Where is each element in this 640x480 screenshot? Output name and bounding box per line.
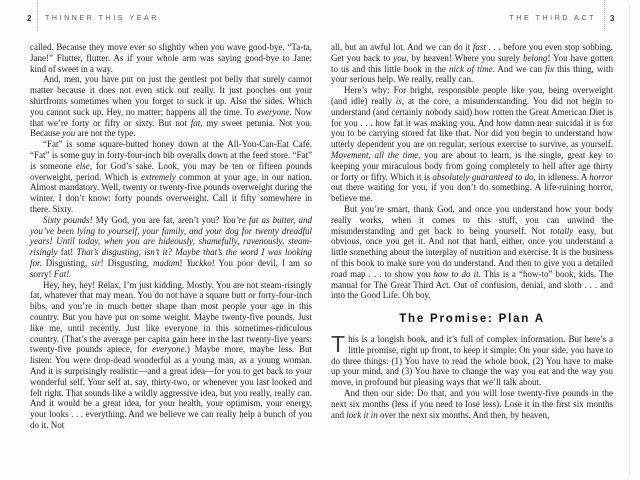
folio-dotted-rule-left [37,0,38,31]
left-page-text-column [30,42,312,431]
left-page-number: 2 [27,14,32,23]
right-page-text-top [331,42,613,301]
section-heading: The Promise: Plan A [399,313,545,326]
paragraph: And then our side: Do that, and you will lose twenty-five pounds in the next six months (less if you need to lose less). Lose it in the first six months and lock it in over the next six months. And then, by heaven, [331,387,613,420]
right-page-number: 3 [610,14,615,23]
drop-cap: T [331,330,346,357]
paragraph: “Fat” is some square-butted honey down at the All-You-Can-Eat Café. “Fat” is some guy in forty-four-inch bib overalls down at the feed store. “Fat” is someone else, for God’s sake. Look, you may be ten or fifteen pounds overweight, period. Which is extremely common at your age, in our nation. Almost mandatory. Well, twenty or twenty-five pounds overweight during the winter. I don’t know: forty pounds overweight. Call it fifty somewhere in there. Sixty. [30,139,312,214]
right-page-text-bottom [331,330,613,420]
running-head-left: THINNER THIS YEAR [45,15,159,22]
folio-dotted-rule-right [604,0,605,31]
running-head-right: THE THIRD ACT [509,15,596,22]
page-edge-line [629,6,630,474]
paragraph: called. Because they move ever so slightly when you wave good-bye. “Ta-ta, Jane!” Flutter, flutter. As if your whole arm was saying good-bye to Jane; kind of sweet in a way. [30,42,312,74]
paragraph: Hey, hey, hey! Relax, I’m just kidding. Mostly. You are not steam-risingly fat, whatever that may mean. You do not have a square butt or forty-four-inch bibs, and you’re in much better shape than most people your age in this country. But you have put on some weight. Maybe twenty-five pounds. Just like me, until recently. Just like everyone in this sometimes-ridiculous country. (That’s the average per capita gain here in the last twenty-five years: twenty-five pounds apiece, for everyone.) Maybe more, maybe less. But listen: You were drop-dead wonderful as a young man, as a young woman. And it is surprisingly realistic—and a great idea—for you to get back to your wonderful self. Your self at, say, thirty-two, or whenever you last looked and felt right. That sounds like a wildly aggressive idea, but you really, really can. And it would be a great idea, for your health, your optimism, your energy, your looks . . . everything. And we believe we can really help a bunch of you do it. Not [30,279,312,430]
paragraph: And, men, you have put on just the gentlest pot belly that surely cannot matter because it does not even stick out really. It just pooches out your shirtfronts sometimes when you forget to suck it up. Also the sides. Which you cannot suck up. Hey, no matter; happens all the time. To everyone. Now that we’re forty or fifty or sixty. But not fat, my sweet petunia. Not you. Because you are not the type. [30,74,313,139]
paragraph: Here’s why: For bright, responsible people like you, being overweight (and idle) really is, at the core, a misunderstanding. You did not begin to understand (and certainly nobody said) how rotten the Great American Diet is for you . . . how fat it was making you. And how damn near suicidal it is for you to be carrying stored fat like that. Nor did you begin to understand how utterly dependent you are on regular, serious exercise to survive, as yourself. Movement, all the time, you are about to learn, is the single, great key to keeping your miraculous body from going completely to hell after age thirty or forty or fifty. Which it is absolutely guaranteed to do, in idleness. A horror out there waiting for you, if you don’t do something. A life-ruining horror, believe me. [331,85,613,204]
right-page-text-column [331,42,613,420]
paragraph: But you’re smart, thank God, and once you understand how your body really works, when it comes to this stuff, you can unwind the misunderstanding and get back to being yourself. Not totally easy, but obvious, once you get it. And not that hard, either, once you understand a little something about the interplay of nutrition and exercise. It is the business of this book to make sure you do understand. And then to give you a detailed road map . . . to show you how to do it. This is a “how-to” book, kids. The manual for The Great Third Act. Out of confusion, denial, and sloth . . . and into the Good Life. Oh boy. [331,203,613,301]
paragraph: Sixty pounds! My God, you are fat, aren’t you? You’re fat as butter, and you’ve been lying to yourself, your family, and your dog for twenty dreadful years! Until today, when you are hideously, shamefully, ravenously, steam-risingly fat! That’s disgusting, isn’t it? Maybe that’s the word I was looking for. Disgusting, sir! Disgusting, madam! Yuckko! You poor devil, I am so sorry! Fat! [30,214,313,279]
paragraph: all, but an awful lot. And we can do it fast . . . before you even stop sobbing. Get you back to you, by heaven! Where you surely belong! You have gotten to us and this little book in the nick of time. And we can fix this thing, with your serious help. We really, really can. [331,42,614,85]
paragraph: This is a longish book, and it’s full of complex information. But here’s a little promise, right up front, to keep it simple: On your side, you have to do three things: (1) You have to read the whole book, (2) You have to make up your mind, and (3) You have to change the way you eat and the way you move, in profound but pleasing ways that we’ll talk about. [331,330,613,388]
